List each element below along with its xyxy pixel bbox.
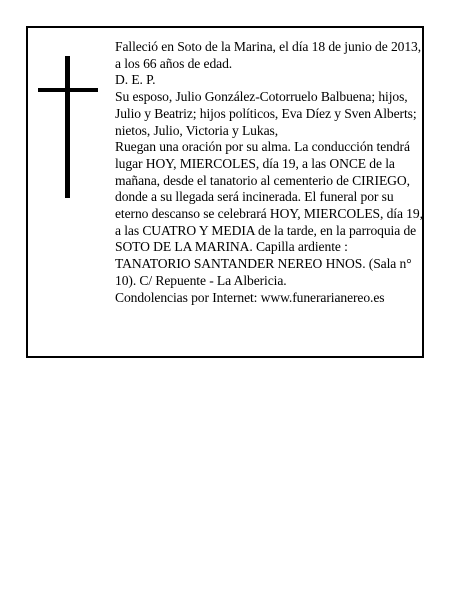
family-list: Su esposo, Julio González-Cotorruelo Balbuena; hijos, Julio y Beatriz; hijos políticos, Eva Díez y Sven Alberts; nietos, Julio, Victoria y Lukas, xyxy=(115,89,417,138)
cross-vertical-bar xyxy=(65,56,70,198)
condolences-line: Condolencias por Internet: www.funerarianereo.es xyxy=(115,289,385,305)
obituary-text xyxy=(115,39,423,306)
obituary-notice xyxy=(26,26,424,358)
cross-horizontal-bar xyxy=(38,88,98,92)
rip-line: D. E. P. xyxy=(115,72,156,88)
service-details: Ruegan una oración por su alma. La conducción tendrá lugar HOY, MIERCOLES, día 19, a las ONCE de la mañana, desde el tanatorio al cementerio de CIRIEGO, donde a su llegada será incinerada. El funeral por su eterno descanso se celebrará HOY, MIERCOLES, día 19, a las CUATRO Y MEDIA de la tarde, en la parroquia de SOTO DE LA MARINA. Capilla ardiente : TANATORIO SANTANDER NEREO HNOS. (Sala n° 10). C/ Repuente - La Albericia. xyxy=(115,139,423,288)
death-announcement: Falleció en Soto de la Marina, el día 18 de junio de 2013, a los 66 años de edad. xyxy=(115,39,422,71)
cross-icon xyxy=(38,56,98,198)
